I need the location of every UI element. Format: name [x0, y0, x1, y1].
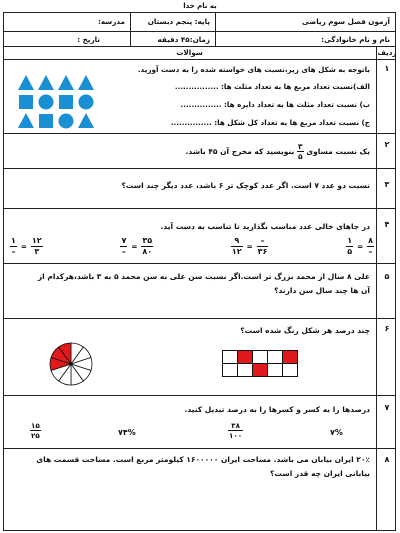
- triangle-shape: [78, 75, 94, 90]
- date-label: تاریخ :: [77, 35, 100, 44]
- question-number: ۸: [384, 455, 390, 464]
- grid-cell: [223, 364, 238, 377]
- triangle-shape: [78, 113, 94, 128]
- grid-cell: [223, 351, 238, 364]
- row-column-header: ردیف: [377, 48, 397, 57]
- grade-label: پایه: پنجم دبستان: [147, 17, 210, 26]
- square-shape: [39, 114, 53, 128]
- bismillah: به نام خدا: [183, 2, 217, 10]
- shapes-figure: [16, 74, 96, 130]
- proportion-item: $\frac{۱}{-}$ = $\frac{۱۲}{۳}$: [11, 236, 42, 256]
- exam-title: آزمون فصل سوم ریاضی: [302, 17, 390, 26]
- proportion-item: $\frac{۱}{۵}$ = $\frac{۸}{-}$: [347, 236, 373, 256]
- question-number: ۷: [384, 403, 390, 412]
- square-shape: [19, 95, 33, 109]
- question-3-text: نسبت دو عدد ۷ است. اگر عدد کوچک تر ۶ باشد، عدد دیگر چند است؟: [121, 181, 370, 190]
- proportion-item: $\frac{۹}{۱۲}$ = $\frac{-}{۳۶}$: [231, 236, 268, 256]
- grid-cell: [253, 364, 268, 377]
- grid-cell: [268, 364, 283, 377]
- fraction-15-25: $\frac{۱۵}{۲۵}$: [31, 421, 40, 440]
- question-5-text: علی ۸ سال از محمد بزرگ تر است.اگر نسبت سن علی به سن محمد ۵ به ۳ باشد،هرکدام از آن ها چند سال سن دارند؟: [37, 272, 370, 296]
- percent-74: ۷۴%: [118, 428, 136, 437]
- question-1-item-b: ب) نسبت تعداد مثلث ها به تعداد دایره ها: ...............: [180, 100, 370, 109]
- question-7-text: درصدها را به کسر و کسرها را به درصد تبدیل کنید.: [184, 405, 370, 414]
- grid-cell: [238, 351, 253, 364]
- question-1-item-c: ج) نسبت تعداد مربع ها به تعداد کل شکل ها: ...............: [170, 118, 370, 127]
- grid-cell: [268, 351, 283, 364]
- fraction: $\frac{۱۲}{۳}$: [31, 236, 42, 256]
- school-label: مدرسه:: [97, 17, 125, 26]
- question-2-text: یک نسبت مساوی $\frac{۳}{۵}$ بنویسید که مخرج آن ۴۵ باشد.: [185, 142, 370, 162]
- triangle-shape: [18, 75, 34, 90]
- fraction: $\frac{۱}{-}$: [11, 236, 16, 256]
- fraction-3-5: $\frac{۳}{۵}$: [298, 142, 303, 162]
- question-1-item-a: الف)نسبت تعداد مربع ها به تعداد مثلث ها: ................: [174, 82, 370, 91]
- question-number: ۴: [384, 220, 390, 229]
- questions-column-header: سوالات: [176, 48, 203, 57]
- square-shape: [59, 95, 73, 109]
- time-label: زمان:۴۵ دقیقه: [157, 35, 210, 44]
- grid-cell: [238, 364, 253, 377]
- fraction: $\frac{۸}{-}$: [368, 236, 373, 256]
- circle-shape: [79, 95, 94, 110]
- question-number: ۲: [384, 140, 390, 149]
- grid-figure: [222, 350, 298, 377]
- circle-shape: [59, 114, 74, 129]
- fraction: $\frac{۹}{۱۲}$: [231, 236, 242, 256]
- question-number: ۵: [384, 272, 390, 281]
- question-8-text: ۲۰٪ ایران بیابان می باشد. مساحت ایران ۱۶۰۰۰۰۰ کیلومتر مربع است. مساحت قسمت های بیابانی ایران چه قدر است؟: [36, 455, 370, 479]
- question-number: ۶: [384, 324, 390, 333]
- proportions-row: [10, 236, 374, 257]
- student-name-label: نام و نام خانوادگی:: [321, 35, 390, 44]
- question-number: ۳: [384, 180, 390, 189]
- fraction: $\frac{۱}{۵}$: [347, 236, 353, 256]
- proportion-item: $\frac{۷}{-}$ = $\frac{۳۵}{۸۰}$: [121, 236, 153, 256]
- question-6-text: چند درصد هر شکل رنگ شده است؟: [240, 326, 370, 335]
- triangle-shape: [18, 113, 34, 128]
- grid-cell: [253, 351, 268, 364]
- question-1-text: باتوجه به شکل های زیر،نسبت های خواسته شده را به دست آورید.: [137, 65, 370, 74]
- fraction: $\frac{-}{۳۶}$: [257, 236, 268, 256]
- question-4-text: در جاهای خالی عدد مناسب بگذارید تا تناسب به دست آید.: [160, 222, 370, 231]
- grid-cell: [283, 364, 298, 377]
- percent-7: ۷%: [330, 428, 343, 437]
- fraction: $\frac{۷}{-}$: [121, 236, 127, 256]
- circle-shape: [39, 95, 54, 110]
- fraction-38-100: $\frac{۳۸}{۱۰۰}$: [229, 421, 243, 440]
- grid-cell: [283, 351, 298, 364]
- question-number: ۱: [384, 64, 390, 73]
- fraction: $\frac{۳۵}{۸۰}$: [142, 236, 153, 256]
- triangle-shape: [58, 75, 74, 90]
- pie-figure: [48, 341, 94, 387]
- triangle-shape: [38, 75, 54, 90]
